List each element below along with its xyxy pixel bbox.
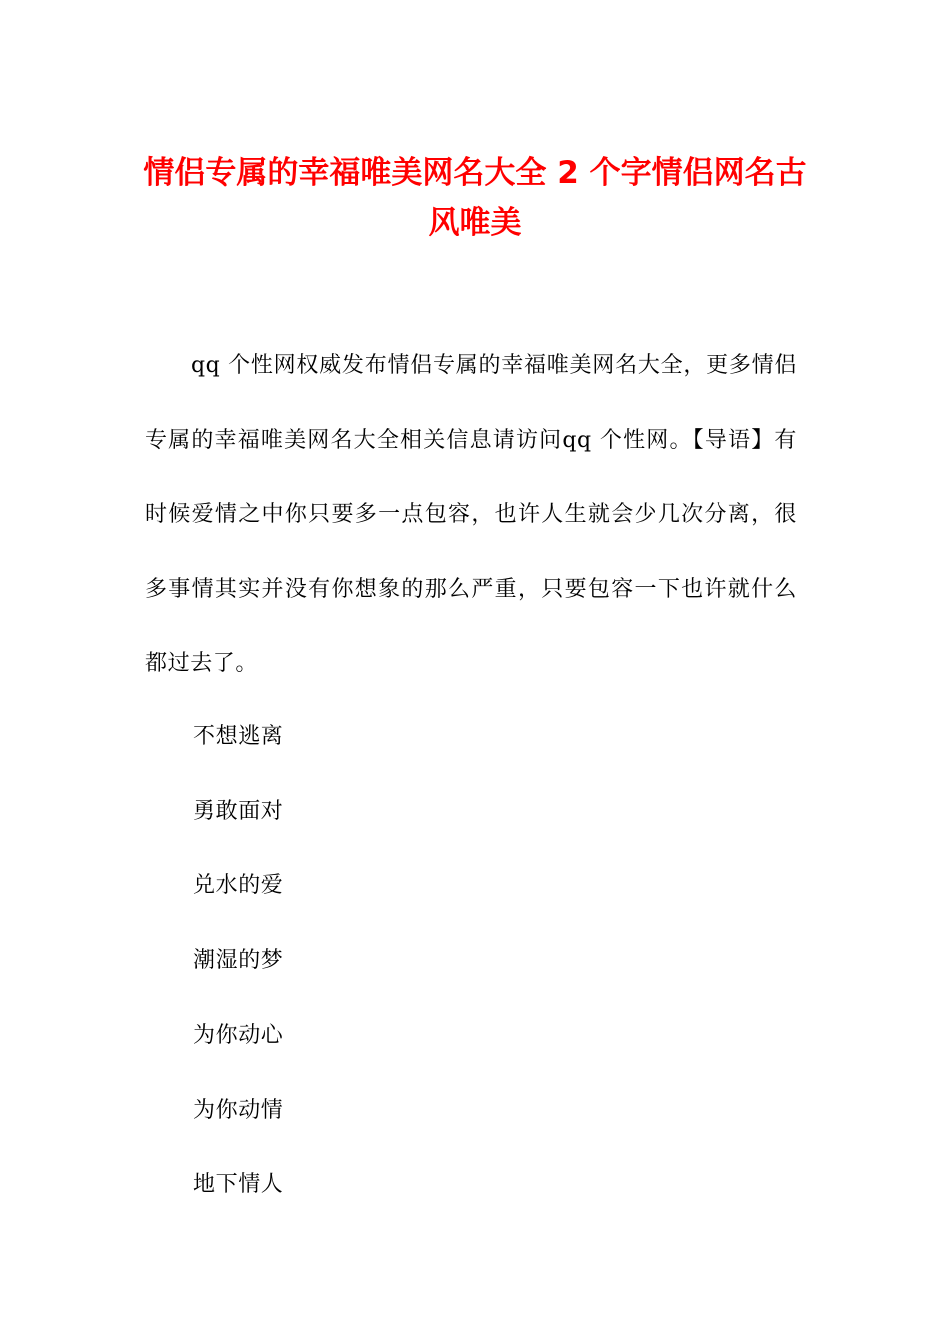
list-item: 为你动心 (193, 1022, 284, 1048)
list-item: 地下情人 (193, 1172, 284, 1198)
intro-paragraph: qq 个性网权威发布情侣专属的幸福唯美网名大全，更多情侣专属的幸福唯美网名大全相关信息请访问qq 个性网。【导语】有时候爱情之中你只要多一点包容，也许人生就会少几次分离，很多事情其实并没有你想象的那么严重，只要包容一下也许就什么都过去了。 (145, 353, 797, 676)
list-item: 兑水的爱 (193, 873, 284, 899)
list-item: 不想逃离 (193, 724, 284, 749)
document-title: 情侣专属的幸福唯美网名大全 2 个字情侣网名古风唯美 (143, 155, 807, 241)
list-item: 为你动情 (193, 1097, 284, 1123)
list-item: 勇敢面对 (193, 798, 284, 824)
list-item: 潮湿的梦 (193, 948, 284, 974)
name-list (193, 700, 283, 1223)
